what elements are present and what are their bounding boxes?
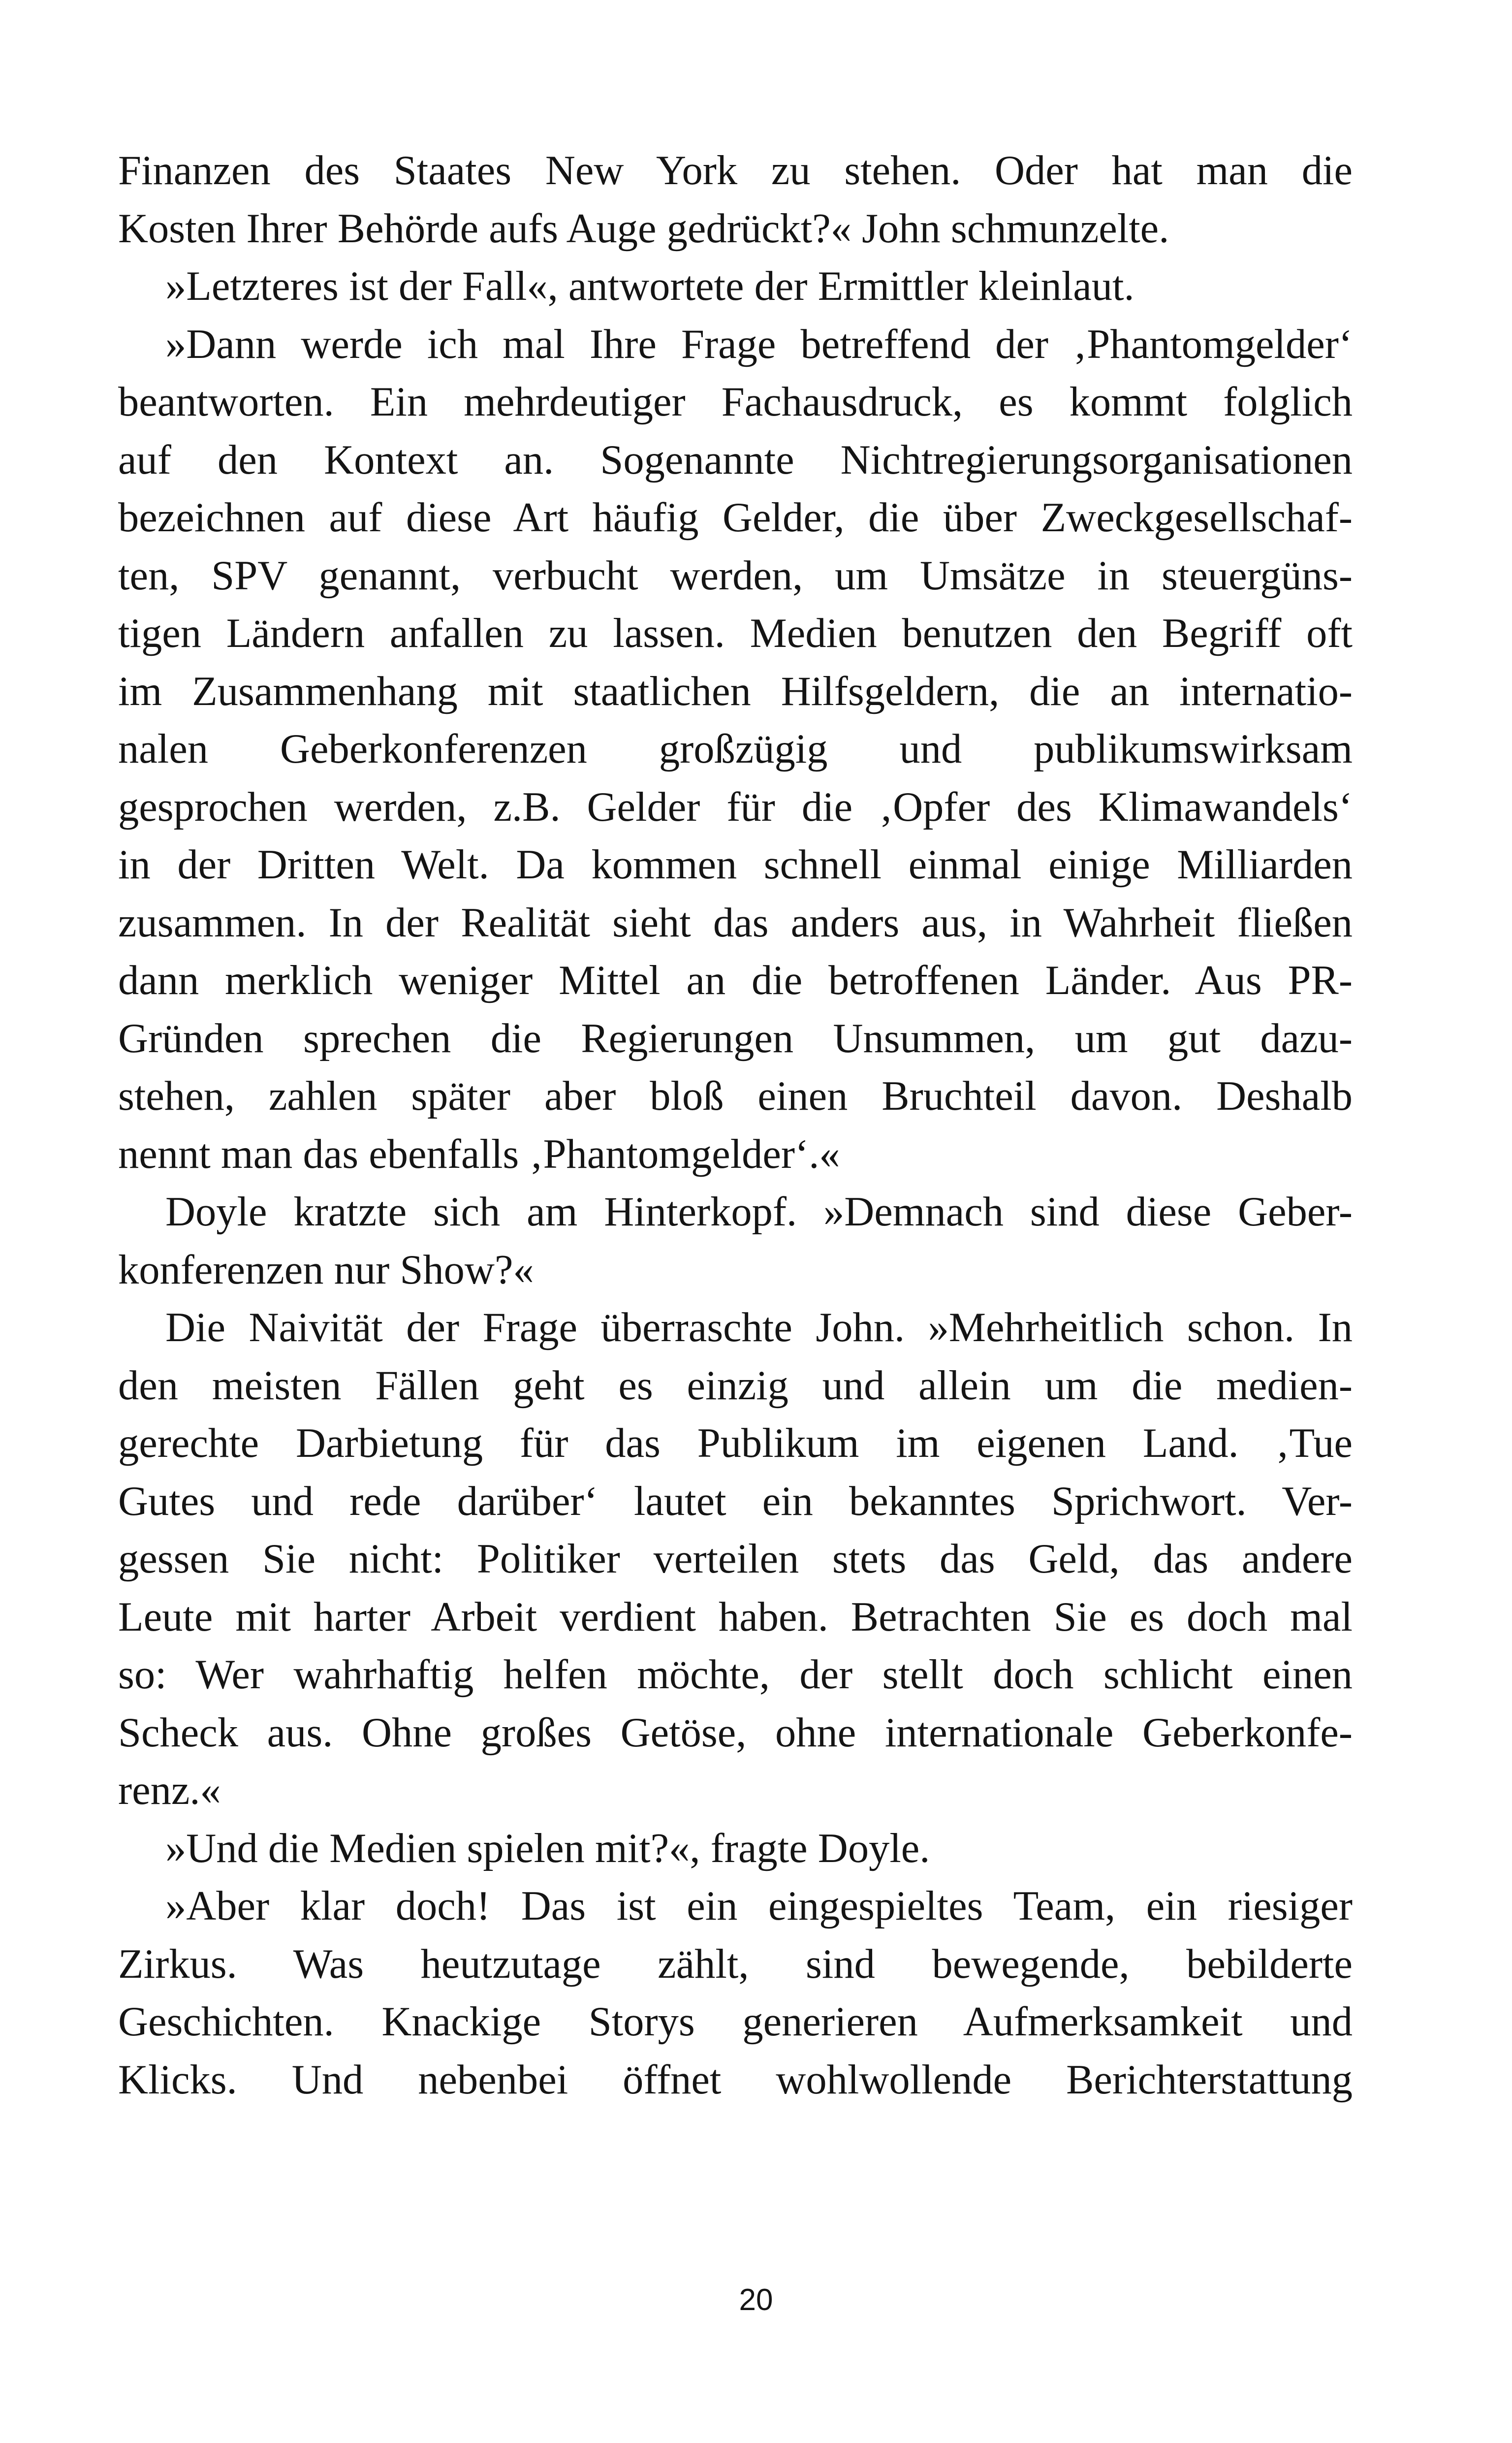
text-line: nennt man das ebenfalls ‚Phantomgelder‘.« bbox=[118, 1131, 840, 1177]
text-line: Gutes und rede darüber‘ lautet ein bekanntes Sprichwort. Ver- bbox=[118, 1478, 1353, 1524]
text-line: in der Dritten Welt. Da kommen schnell einmal einige Milliarden bbox=[118, 842, 1353, 888]
text-line: ten, SPV genannt, verbucht werden, um Umsätze in steuergüns- bbox=[118, 552, 1353, 599]
text-line: tigen Ländern anfallen zu lassen. Medien benutzen den Begriff oft bbox=[118, 611, 1353, 656]
text-line: Kosten Ihrer Behörde aufs Auge gedrückt?« John schmunzelte. bbox=[118, 205, 1169, 252]
text-line: Scheck aus. Ohne großes Getöse, ohne internationale Geberkonfe- bbox=[118, 1709, 1353, 1756]
text-line: konferenzen nur Show?« bbox=[118, 1247, 534, 1293]
text-line: nalen Geberkonferenzen großzügig und publikumswirksam bbox=[118, 726, 1353, 772]
text-line: im Zusammenhang mit staatlichen Hilfsgeldern, die an internatio- bbox=[118, 668, 1353, 714]
text-line: dann merklich weniger Mittel an die betroffenen Länder. Aus PR- bbox=[118, 958, 1353, 1003]
text-line: gesprochen werden, z.B. Gelder für die ‚Opfer des Klimawandels‘ bbox=[118, 784, 1353, 830]
text-line: »Aber klar doch! Das ist ein eingespieltes Team, ein riesiger bbox=[165, 1883, 1353, 1929]
text-line: Geschichten. Knackige Storys generieren Aufmerksamkeit und bbox=[118, 1999, 1353, 2045]
text-line: Leute mit harter Arbeit verdient haben. Betrachten Sie es doch mal bbox=[118, 1594, 1353, 1640]
text-line: Doyle kratzte sich am Hinterkopf. »Demnach sind diese Geber- bbox=[165, 1189, 1353, 1235]
text-line: gerechte Darbietung für das Publikum im eigenen Land. ‚Tue bbox=[118, 1420, 1353, 1466]
text-line: gessen Sie nicht: Politiker verteilen stets das Geld, das andere bbox=[118, 1536, 1353, 1582]
text-line: Die Naivität der Frage überraschte John. »Mehrheitlich schon. In bbox=[165, 1305, 1353, 1350]
text-line: Klicks. Und nebenbei öffnet wohlwollende Berichterstattung bbox=[118, 2057, 1353, 2103]
text-line: »Und die Medien spielen mit?«, fragte Doyle. bbox=[165, 1825, 930, 1871]
text-line: beantworten. Ein mehrdeutiger Fachausdruck, es kommt folglich bbox=[118, 379, 1353, 425]
text-line: renz.« bbox=[118, 1768, 221, 1813]
text-line: bezeichnen auf diese Art häufig Gelder, die über Zweckgesellschaf- bbox=[118, 495, 1353, 541]
text-line: zusammen. In der Realität sieht das anders aus, in Wahrheit fließen bbox=[118, 900, 1353, 946]
text-line: »Letzteres ist der Fall«, antwortete der Ermittler kleinlaut. bbox=[165, 263, 1134, 309]
text-line: auf den Kontext an. Sogenannte Nichtregierungsorganisationen bbox=[118, 437, 1353, 483]
text-line: Zirkus. Was heutzutage zählt, sind bewegende, bebilderte bbox=[118, 1941, 1353, 1987]
text-line: den meisten Fällen geht es einzig und allein um die medien- bbox=[118, 1362, 1353, 1409]
page-number: 20 bbox=[739, 2283, 773, 2317]
text-line: Finanzen des Staates New York zu stehen. Oder hat man die bbox=[118, 148, 1353, 193]
text-line: so: Wer wahrhaftig helfen möchte, der stellt doch schlicht einen bbox=[118, 1652, 1353, 1698]
text-line: stehen, zahlen später aber bloß einen Bruchteil davon. Deshalb bbox=[118, 1073, 1353, 1119]
body-text bbox=[118, 142, 1353, 2109]
text-line: »Dann werde ich mal Ihre Frage betreffend der ‚Phantomgelder‘ bbox=[165, 321, 1353, 367]
text-line: Gründen sprechen die Regierungen Unsummen, um gut dazu- bbox=[118, 1015, 1353, 1061]
